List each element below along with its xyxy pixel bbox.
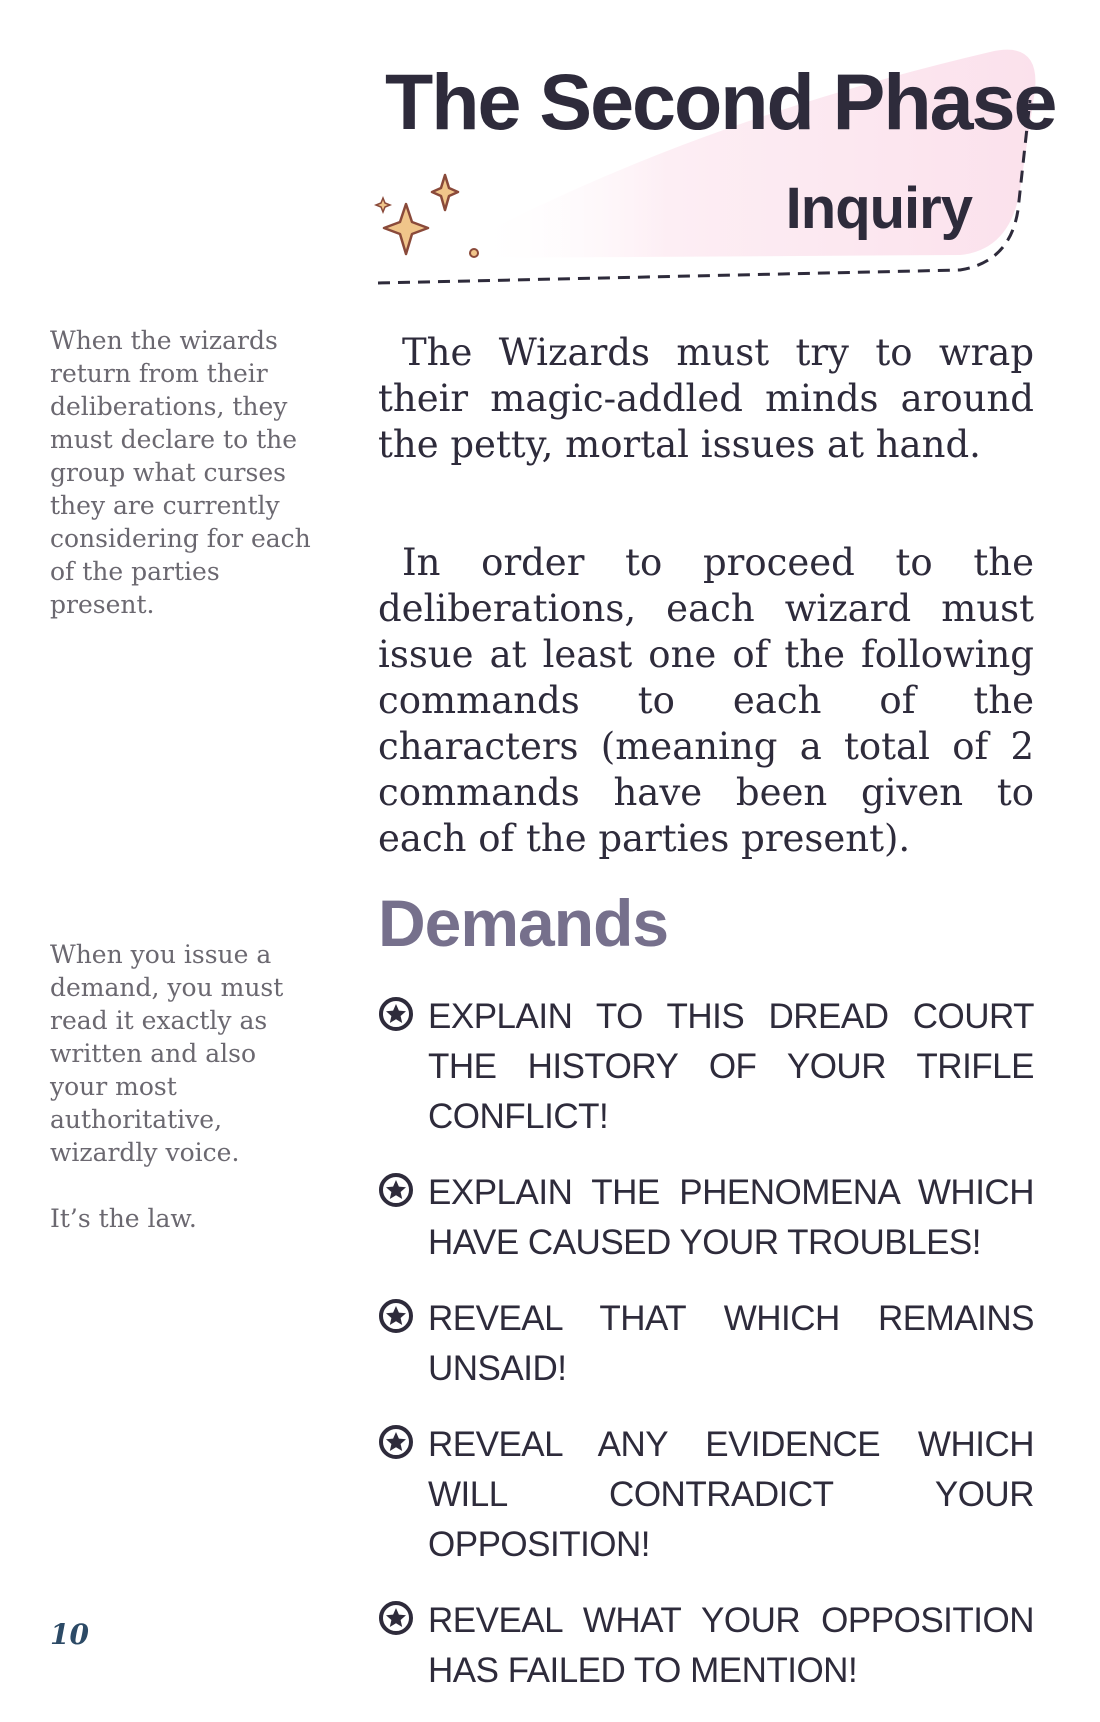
demand-text: REVEAL ANY EVIDENCE WHICH WILL CONTRADICT YOUR OPPOSITION!	[428, 1425, 1034, 1564]
demand-text: REVEAL WHAT YOUR OPPOSITION HAS FAILED TO MENTION!	[428, 1601, 1034, 1690]
body-paragraph-1: The Wizards must try to wrap their magic-addled minds around the petty, mortal issues at hand.	[378, 331, 1034, 466]
demand-item	[378, 1168, 1034, 1268]
sidenote-demand-voice	[50, 938, 320, 1235]
page-title: The Second Phase	[385, 57, 1056, 146]
sparkle-dot-icon	[470, 249, 478, 257]
demand-item	[378, 1596, 1034, 1696]
sparkle-small-icon	[376, 198, 390, 212]
demand-text: REVEAL THAT WHICH REMAINS UNSAID!	[428, 1299, 1034, 1388]
star-bullet-icon	[378, 1600, 414, 1636]
demand-text: EXPLAIN TO THIS DREAD COURT THE HISTORY OF YOUR TRIFLE CONFLICT!	[428, 997, 1034, 1136]
page-number: 10	[50, 1618, 89, 1651]
sidenote-law-text: It’s the law.	[50, 1204, 197, 1233]
sidenote-demand-voice-text: When you issue a demand, you must read it exactly as written and also your most authoritative, wizardly voice.	[50, 940, 284, 1167]
star-bullet-icon	[378, 1298, 414, 1334]
header-banner	[0, 0, 1100, 300]
demand-item	[378, 1420, 1034, 1570]
body-paragraph-2: In order to proceed to the deliberations, each wizard must issue at least one of the following commands to each of the characters (meaning a total of 2 commands have been given to each of the parties present).	[378, 541, 1034, 860]
page-subtitle: Inquiry	[785, 176, 972, 241]
sidenote-deliberations	[50, 324, 320, 621]
sparkle-medium-icon	[432, 175, 458, 210]
demands-list	[378, 992, 1034, 1722]
demand-text: EXPLAIN THE PHENOMENA WHICH HAVE CAUSED YOUR TROUBLES!	[428, 1173, 1034, 1262]
demand-item	[378, 992, 1034, 1142]
star-bullet-icon	[378, 1172, 414, 1208]
sidenote-deliberations-text: When the wizards return from their deliberations, they must declare to the group what curses they are currently considering for each of the parties present.	[50, 326, 311, 619]
star-bullet-icon	[378, 996, 414, 1032]
sparkles-icon	[376, 175, 478, 257]
star-bullet-icon	[378, 1424, 414, 1460]
demands-heading: Demands	[378, 886, 669, 960]
sparkle-large-icon	[384, 204, 428, 254]
demand-item	[378, 1294, 1034, 1394]
